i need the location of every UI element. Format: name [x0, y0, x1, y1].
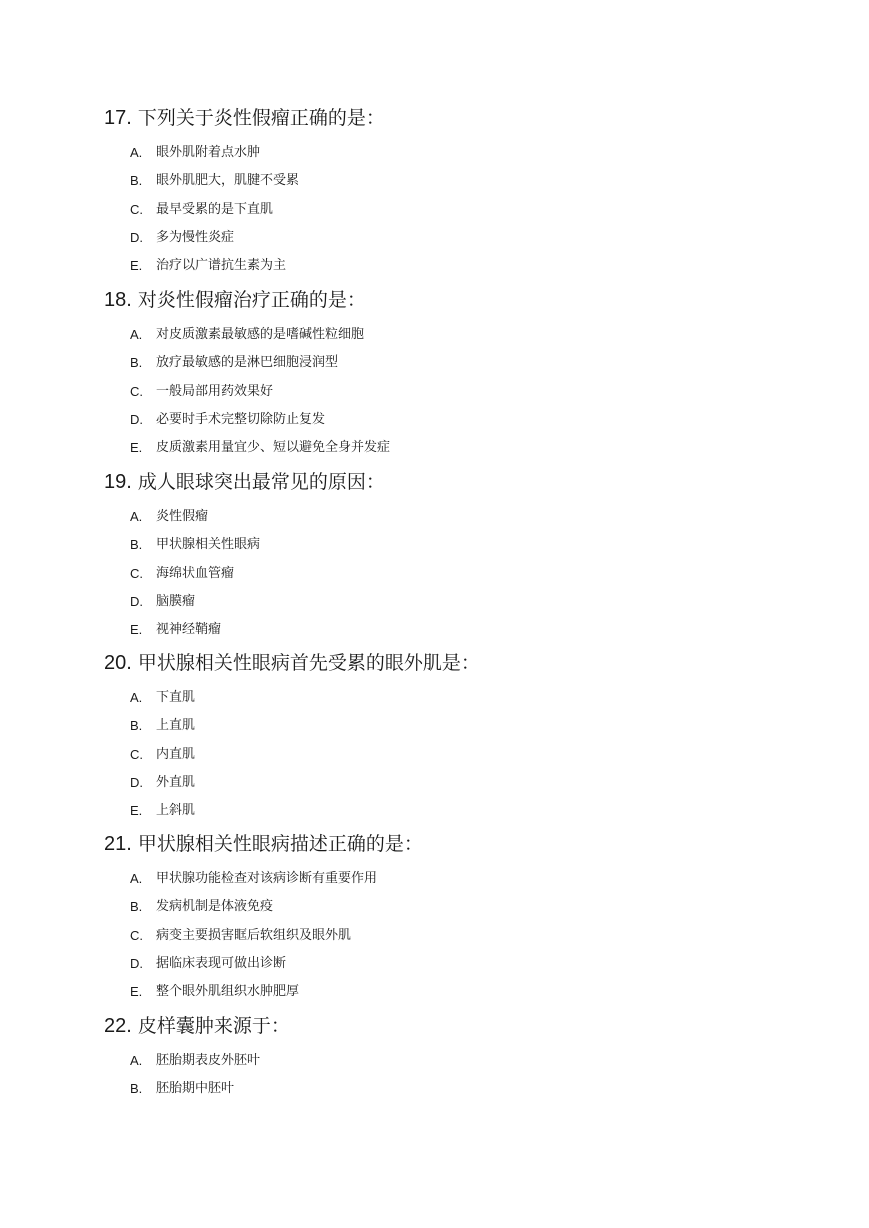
option-list: [130, 865, 844, 1006]
option-letter: C.: [130, 383, 143, 399]
option-text: 病变主要损害眶后软组织及眼外肌: [156, 927, 352, 943]
option-item: [130, 378, 844, 406]
option-item: [130, 684, 844, 712]
option-text: 据临床表现可做出诊断: [156, 955, 287, 971]
option-text: 皮质激素用量宜少、短以避免全身并发症: [156, 440, 391, 456]
option-text: 下直肌: [156, 690, 196, 705]
option-item: [130, 616, 844, 644]
option-text: 放疗最敏感的是淋巴细胞浸润型: [156, 355, 339, 371]
option-text: 甲状腺功能检查对该病诊断有重要作用: [156, 871, 378, 886]
question-text: 成人眼球突出最常见的原因：: [137, 471, 385, 493]
option-text: 炎性假瘤: [156, 509, 209, 524]
option-letter: B.: [130, 173, 143, 189]
option-text: 对皮质激素最敏感的是嗜碱性粒细胞: [156, 327, 365, 342]
option-letter: A.: [130, 1053, 143, 1068]
option-item: [130, 893, 844, 921]
option-letter: A.: [130, 145, 143, 160]
option-item: [130, 560, 844, 588]
question-number: 18.: [104, 289, 132, 311]
question-title: [104, 646, 844, 680]
option-item: [130, 950, 844, 978]
question-title: [104, 465, 844, 499]
question-19: [104, 465, 844, 644]
option-letter: C.: [130, 746, 143, 762]
option-text: 甲状腺相关性眼病: [156, 537, 261, 553]
option-item: [130, 712, 844, 740]
option-item: [130, 349, 844, 377]
question-number: 20.: [104, 652, 132, 674]
option-text: 最早受累的是下直肌: [156, 201, 274, 217]
question-number: 17.: [104, 107, 132, 129]
option-letter: B.: [130, 718, 143, 734]
option-item: [130, 252, 844, 280]
question-title: [104, 101, 844, 135]
option-letter: B.: [130, 899, 143, 915]
option-text: 视神经鞘瘤: [156, 622, 222, 638]
option-list: [130, 139, 844, 280]
option-letter: D.: [130, 229, 143, 245]
option-letter: D.: [130, 774, 143, 790]
option-letter: D.: [130, 411, 143, 427]
option-text: 治疗以广谱抗生素为主: [156, 258, 287, 274]
option-item: [130, 503, 844, 531]
option-item: [130, 139, 844, 167]
option-letter: A.: [130, 327, 143, 342]
question-18: [104, 283, 844, 462]
option-item: [130, 406, 844, 434]
question-text: 皮样囊肿来源于：: [137, 1015, 290, 1037]
option-text: 胚胎期表皮外胚叶: [156, 1053, 261, 1068]
option-letter: D.: [130, 593, 143, 609]
option-letter: B.: [130, 355, 143, 371]
question-text: 甲状腺相关性眼病首先受累的眼外肌是：: [137, 652, 480, 674]
option-text: 必要时手术完整切除防止复发: [156, 411, 326, 427]
option-letter: C.: [130, 201, 143, 217]
option-item: [130, 769, 844, 797]
option-list: [130, 1047, 844, 1104]
option-item: [130, 922, 844, 950]
option-letter: E.: [130, 803, 143, 819]
option-item: [130, 978, 844, 1006]
option-item: [130, 434, 844, 462]
option-item: [130, 321, 844, 349]
question-number: 19.: [104, 471, 132, 493]
question-21: [104, 827, 844, 1006]
question-22: [104, 1009, 844, 1104]
option-list: [130, 321, 844, 462]
option-item: [130, 531, 844, 559]
option-item: [130, 865, 844, 893]
option-text: 眼外肌肥大，肌腱不受累: [156, 173, 300, 189]
option-letter: C.: [130, 927, 143, 943]
option-text: 发病机制是体液免疫: [156, 899, 274, 915]
question-number: 22.: [104, 1015, 132, 1037]
option-text: 上斜肌: [156, 803, 196, 819]
question-number: 21.: [104, 833, 132, 855]
option-letter: B.: [130, 1081, 143, 1097]
option-item: [130, 1047, 844, 1075]
option-text: 眼外肌附着点水肿: [156, 145, 261, 160]
question-17: [104, 101, 844, 280]
question-title: [104, 827, 844, 861]
option-text: 上直肌: [156, 718, 196, 734]
option-item: [130, 797, 844, 825]
option-text: 内直肌: [156, 746, 196, 762]
option-letter: A.: [130, 690, 143, 705]
question-text: 对炎性假瘤治疗正确的是：: [137, 289, 366, 311]
option-letter: A.: [130, 871, 143, 886]
option-text: 一般局部用药效果好: [156, 383, 274, 399]
option-letter: C.: [130, 565, 143, 581]
option-letter: B.: [130, 537, 143, 553]
question-text: 甲状腺相关性眼病描述正确的是：: [137, 833, 423, 855]
option-item: [130, 224, 844, 252]
option-text: 多为慢性炎症: [156, 229, 235, 245]
option-letter: E.: [130, 440, 143, 456]
option-letter: A.: [130, 509, 143, 524]
option-text: 海绵状血管瘤: [156, 565, 235, 581]
option-text: 胚胎期中胚叶: [156, 1081, 235, 1097]
option-letter: E.: [130, 258, 143, 274]
question-20: [104, 646, 844, 825]
option-list: [130, 503, 844, 644]
option-item: [130, 196, 844, 224]
option-item: [130, 588, 844, 616]
option-letter: E.: [130, 984, 143, 1000]
option-letter: E.: [130, 622, 143, 638]
option-list: [130, 684, 844, 825]
option-item: [130, 1075, 844, 1103]
question-title: [104, 1009, 844, 1043]
question-title: [104, 283, 844, 317]
option-text: 脑膜瘤: [156, 593, 196, 609]
option-item: [130, 167, 844, 195]
option-text: 整个眼外肌组织水肿肥厚: [156, 984, 300, 1000]
option-item: [130, 741, 844, 769]
option-text: 外直肌: [156, 774, 196, 790]
option-letter: D.: [130, 955, 143, 971]
question-text: 下列关于炎性假瘤正确的是：: [137, 107, 385, 129]
